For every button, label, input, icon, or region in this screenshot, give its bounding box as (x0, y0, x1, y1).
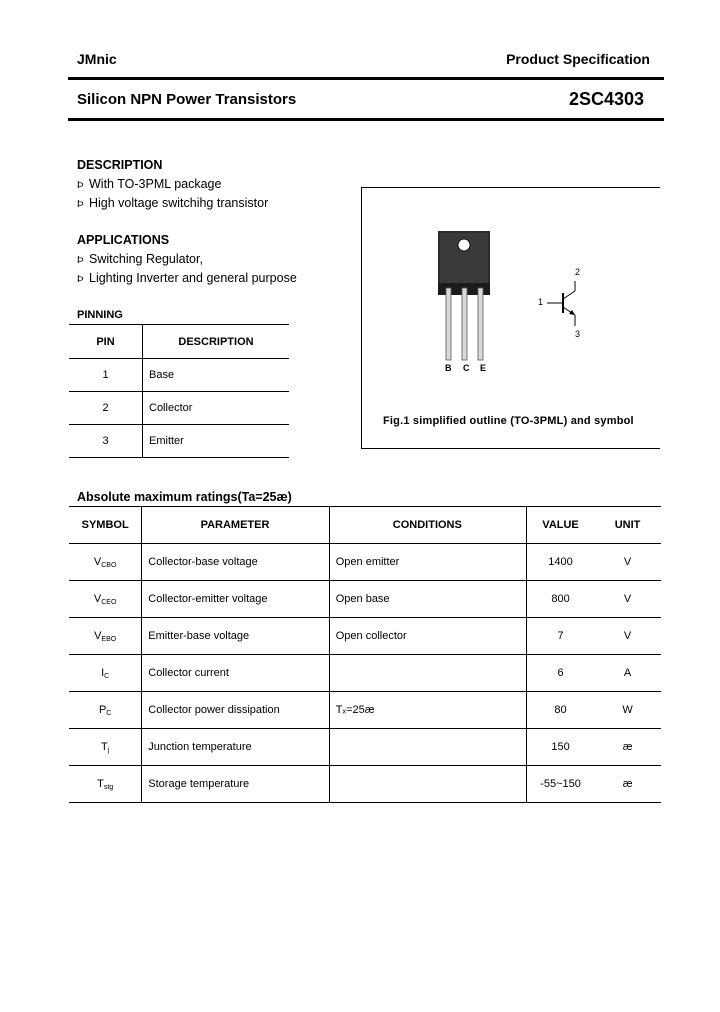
symbol-subscript: CEO (101, 598, 117, 606)
emitter-arrow (569, 310, 575, 315)
symbol-letter: T (100, 740, 108, 753)
table-row (69, 618, 661, 655)
header-unit: UNIT (614, 519, 641, 531)
header-rule-top (68, 77, 664, 80)
symbol-letter: V (93, 592, 102, 605)
rating-parameter: Junction temperature (142, 729, 329, 766)
pin-label-c: C (463, 363, 470, 373)
rating-unit: A (623, 667, 632, 679)
document-title: Silicon NPN Power Transistors (77, 91, 297, 108)
description-item-text: With TO-3PML package (89, 177, 222, 191)
rating-unit: æ (622, 778, 633, 790)
rating-value: 6 (557, 667, 564, 679)
pin-number: 3 (69, 425, 143, 458)
rating-unit: W (622, 704, 633, 716)
figure-caption: Fig.1 simplified outline (TO-3PML) and symbol (383, 415, 634, 427)
applications-item-text: Switching Regulator, (89, 252, 203, 266)
table-row (69, 425, 289, 458)
rating-symbol (69, 618, 142, 655)
rating-condition: Tₓ=25æ (329, 692, 526, 729)
applications-item-text: Lighting Inverter and general purpose (89, 271, 297, 285)
symbol-subscript: EBO (101, 635, 117, 643)
mounting-hole (458, 239, 470, 251)
symbol-letter: P (98, 703, 107, 716)
table-row (69, 581, 661, 618)
table-row (69, 392, 289, 425)
symbol-label-1: 1 (538, 297, 544, 307)
header-conditions: CONDITIONS (329, 507, 526, 544)
collector-wire (563, 291, 575, 299)
description-title: DESCRIPTION (77, 158, 163, 172)
pin-description: Base (149, 369, 175, 381)
rating-value: -55~150 (540, 778, 581, 790)
rating-value: 800 (551, 593, 570, 605)
applications-title: APPLICATIONS (77, 233, 170, 247)
rating-condition: Open collector (329, 618, 526, 655)
rating-symbol (69, 655, 142, 692)
pin-number: 1 (69, 359, 143, 392)
symbol-label-2: 2 (575, 267, 581, 277)
symbol-subscript: C (104, 672, 110, 680)
table-row (69, 729, 661, 766)
symbol-subscript: C (106, 709, 112, 717)
applications-item (77, 252, 203, 266)
rating-parameter: Collector power dissipation (142, 692, 329, 729)
rating-value: 7 (557, 630, 564, 642)
rating-parameter: Emitter-base voltage (142, 618, 329, 655)
rating-condition: Open base (329, 581, 526, 618)
lead-emitter (478, 288, 483, 360)
rating-value: 80 (554, 704, 567, 716)
symbol-letter: I (101, 666, 105, 679)
pinning-table (69, 324, 289, 458)
rating-unit: V (623, 630, 632, 642)
rating-symbol (69, 692, 142, 729)
rating-unit: V (623, 556, 632, 568)
table-row (69, 655, 661, 692)
symbol-subscript: stg (103, 783, 114, 791)
table-row (69, 359, 289, 392)
part-number: 2SC4303 (568, 89, 644, 109)
table-row (69, 692, 661, 729)
rating-parameter: Collector current (142, 655, 329, 692)
rating-unit: æ (622, 741, 633, 753)
bullet-mark: Þ (77, 274, 84, 285)
header-rule-bottom (68, 118, 664, 121)
rating-condition: Open emitter (329, 544, 526, 581)
description-item (77, 177, 221, 191)
pin-label-e: E (480, 363, 487, 373)
document-type: Product Specification (506, 51, 650, 67)
figure-bottom-rule (361, 448, 659, 449)
figure-box (361, 187, 660, 449)
bullet-mark: Þ (77, 180, 84, 191)
rating-parameter: Collector-emitter voltage (142, 581, 329, 618)
applications-item (77, 271, 297, 285)
header-parameter: PARAMETER (142, 507, 329, 544)
brand-name: JMnic (77, 51, 117, 67)
npn-symbol-icon (535, 280, 595, 332)
rating-parameter: Collector-base voltage (142, 544, 329, 581)
rating-condition (329, 655, 526, 692)
table-row (69, 766, 661, 803)
pin-label-b: B (445, 363, 452, 373)
rating-symbol (69, 766, 142, 803)
description-item (77, 196, 268, 210)
pin-description: Collector (149, 402, 193, 414)
pinning-title: PINNING (77, 309, 123, 321)
rating-value: 1400 (548, 556, 573, 568)
transistor-package-drawing (430, 228, 500, 378)
rating-symbol (69, 729, 142, 766)
pinning-header-row (69, 325, 289, 359)
rating-parameter: Storage temperature (142, 766, 329, 803)
pinning-header-description: DESCRIPTION (178, 335, 254, 348)
pin-description: Emitter (149, 435, 184, 447)
header-symbol: SYMBOL (69, 507, 142, 544)
symbol-subscript: j (107, 746, 110, 754)
rating-condition (329, 729, 526, 766)
table-row (69, 544, 661, 581)
rating-condition (329, 766, 526, 803)
description-item-text: High voltage switchihg transistor (89, 196, 269, 210)
rating-symbol (69, 544, 142, 581)
symbol-letter: V (94, 629, 102, 642)
ratings-header-row (69, 507, 661, 544)
lead-collector (462, 288, 467, 360)
rating-unit: V (623, 593, 632, 605)
ratings-title: Absolute maximum ratings(Ta=25æ) (77, 490, 292, 504)
bullet-mark: Þ (77, 255, 84, 266)
rating-symbol (69, 581, 142, 618)
bullet-mark: Þ (77, 199, 84, 210)
symbol-label-3: 3 (575, 329, 581, 339)
header-value: VALUE (542, 519, 579, 531)
pin-number: 2 (69, 392, 143, 425)
lead-base (446, 288, 451, 360)
symbol-subscript: CBO (101, 561, 117, 569)
symbol-letter: T (97, 777, 104, 790)
rating-value: 150 (551, 741, 570, 753)
pinning-header-pin: PIN (69, 325, 143, 359)
symbol-letter: V (93, 555, 102, 568)
ratings-table (69, 506, 661, 803)
